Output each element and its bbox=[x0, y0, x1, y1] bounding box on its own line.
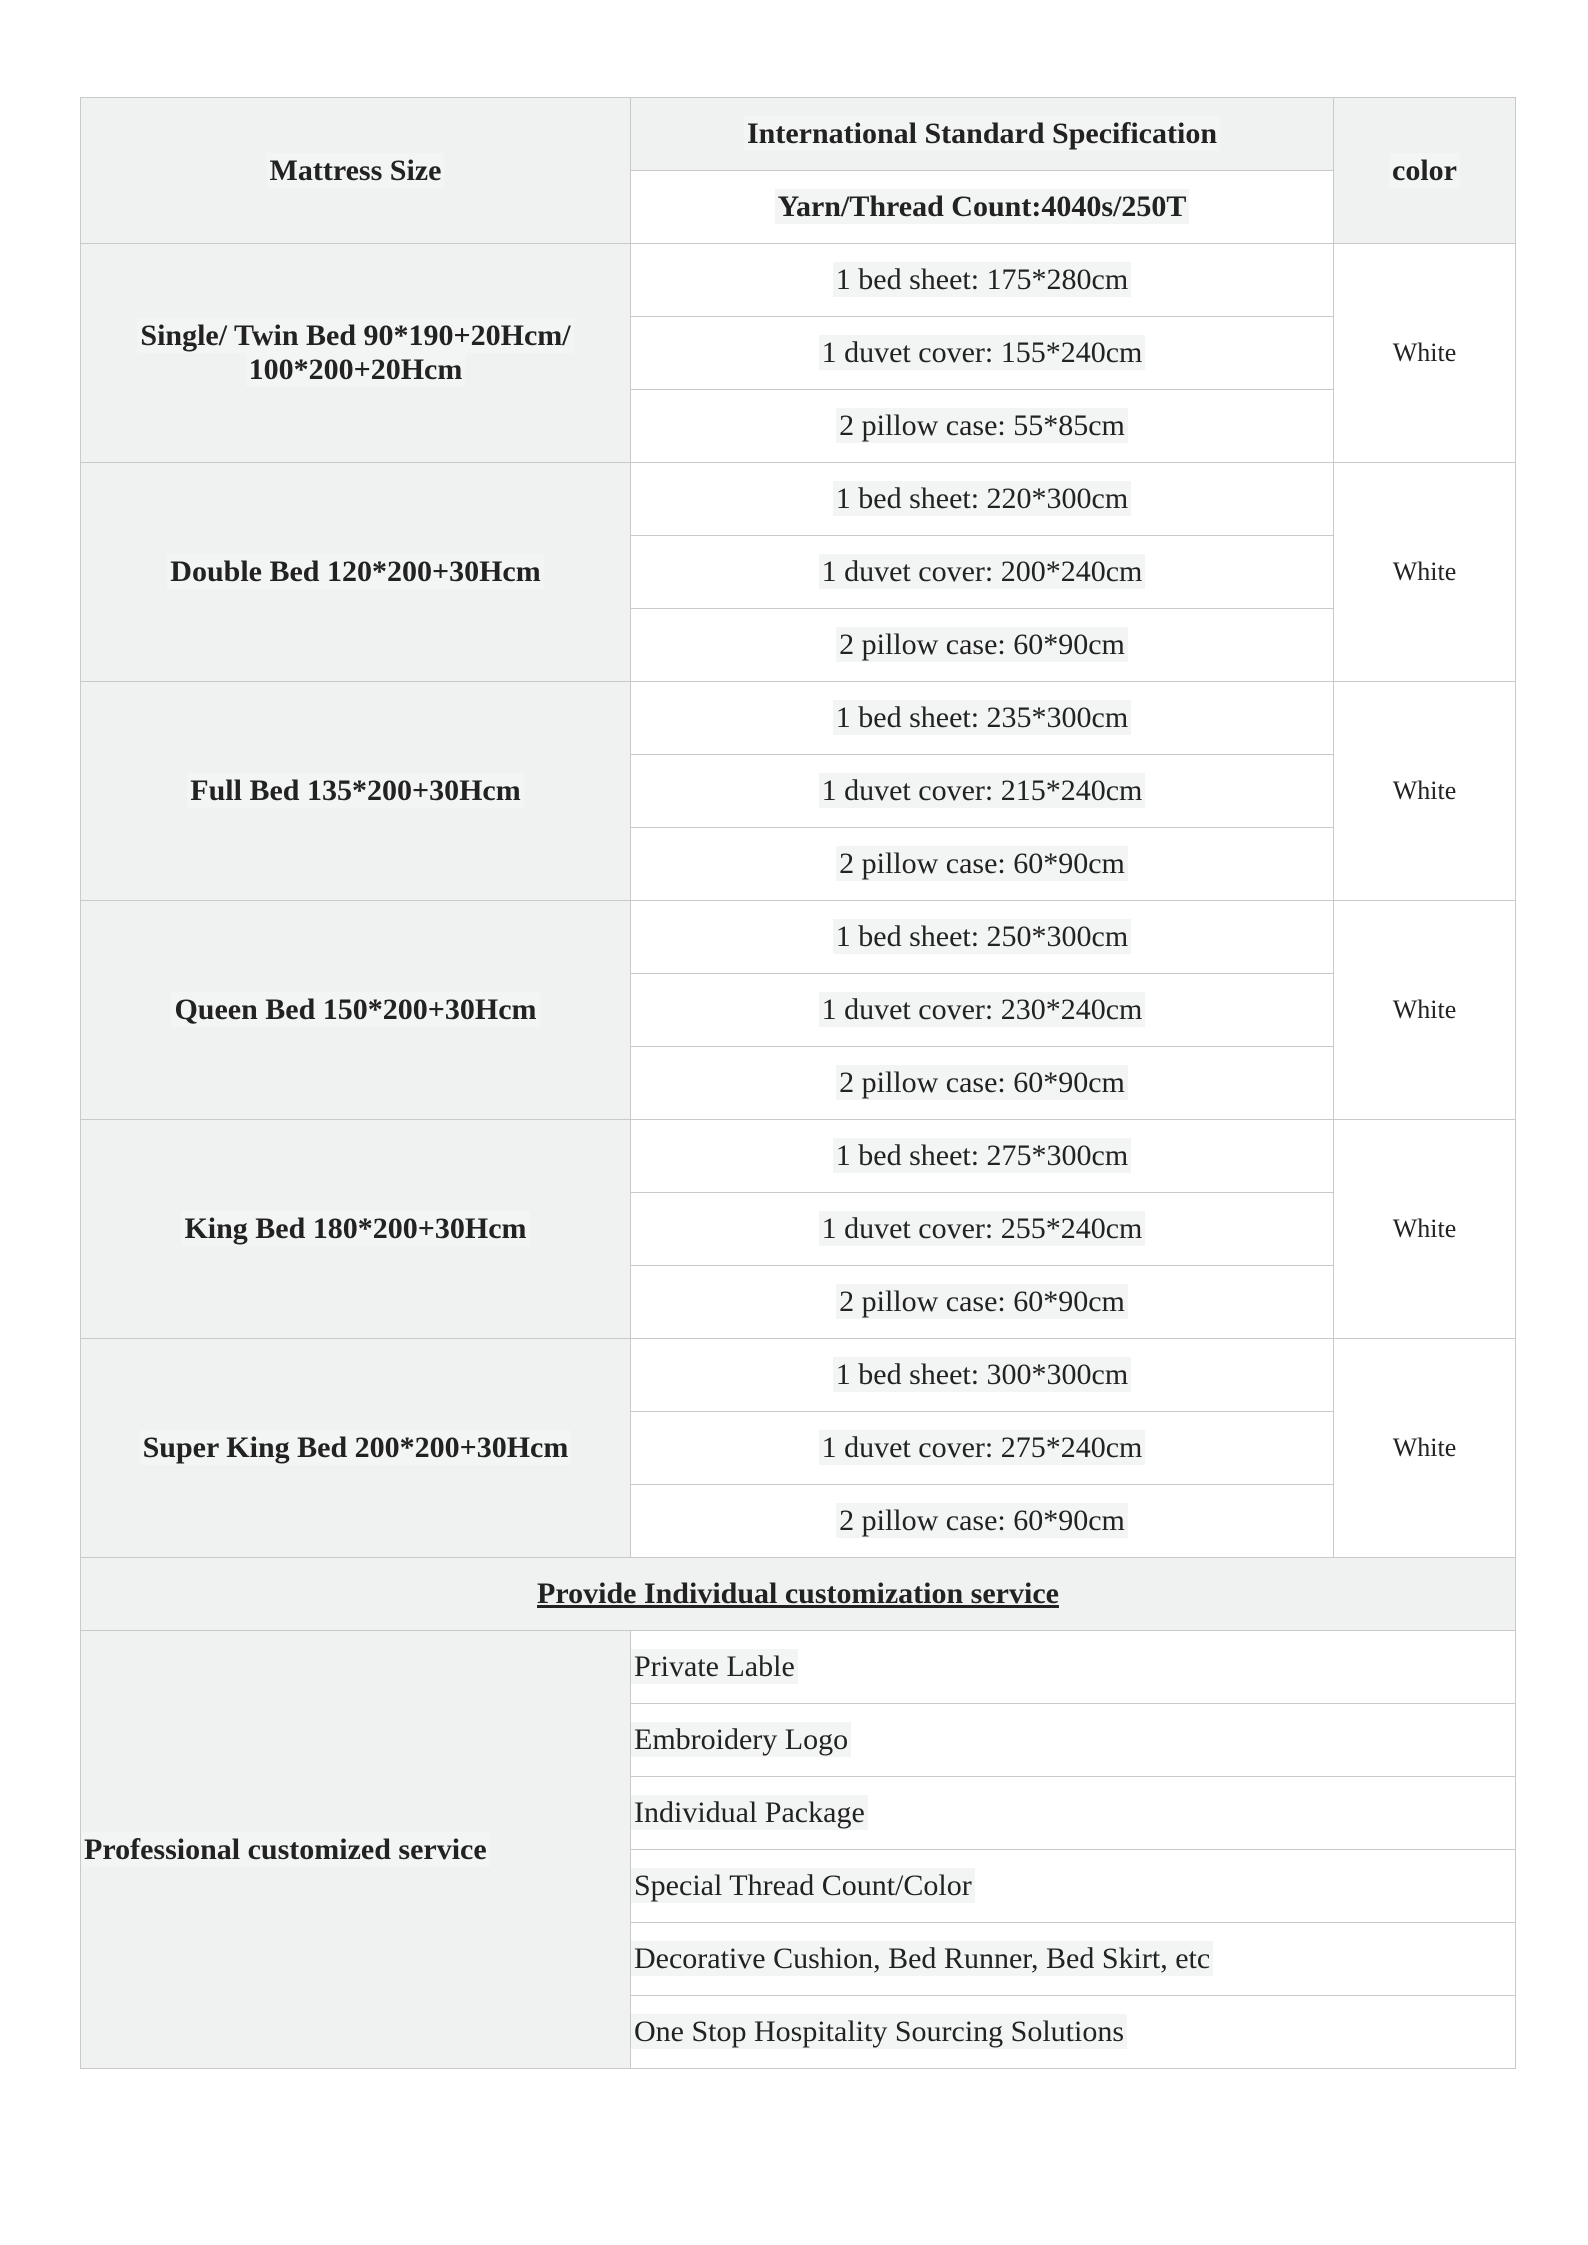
spec-item-text: 1 duvet cover: 230*240cm bbox=[819, 992, 1146, 1027]
bed-size-label: Super King Bed 200*200+30Hcm bbox=[140, 1430, 572, 1465]
bed-rows bbox=[81, 244, 1516, 1558]
service-item-text: Decorative Cushion, Bed Runner, Bed Skirt, etc bbox=[631, 1941, 1213, 1976]
service-item bbox=[631, 1923, 1516, 1996]
spec-item-text: 1 duvet cover: 200*240cm bbox=[819, 554, 1146, 589]
spec-item-text: 2 pillow case: 60*90cm bbox=[836, 627, 1128, 662]
service-item-text: Private Lable bbox=[631, 1649, 798, 1684]
color-header: color bbox=[1334, 98, 1516, 244]
spec-item-cell bbox=[631, 390, 1334, 463]
spec-item-cell bbox=[631, 609, 1334, 682]
spec-item-text: 1 duvet cover: 255*240cm bbox=[819, 1211, 1146, 1246]
spec-item-text: 1 duvet cover: 275*240cm bbox=[819, 1430, 1146, 1465]
bed-size-cell bbox=[81, 901, 631, 1120]
spec-item-text: 1 bed sheet: 275*300cm bbox=[833, 1138, 1131, 1173]
spec-item-cell bbox=[631, 1412, 1334, 1485]
spec-item-cell bbox=[631, 974, 1334, 1047]
spec-item-cell bbox=[631, 244, 1334, 317]
spec-item-cell bbox=[631, 463, 1334, 536]
bed-item-row bbox=[81, 463, 1516, 536]
spec-item-text: 2 pillow case: 60*90cm bbox=[836, 1503, 1128, 1538]
service-item-text: Special Thread Count/Color bbox=[631, 1868, 975, 1903]
bed-item-row bbox=[81, 1120, 1516, 1193]
spec-item-text: 1 bed sheet: 175*280cm bbox=[833, 262, 1131, 297]
color-cell: White bbox=[1334, 1120, 1516, 1339]
spec-item-cell bbox=[631, 1193, 1334, 1266]
spec-item-cell bbox=[631, 755, 1334, 828]
service-item-text: Individual Package bbox=[631, 1795, 868, 1830]
spec-item-text: 1 duvet cover: 155*240cm bbox=[819, 335, 1146, 370]
spec-item-cell bbox=[631, 828, 1334, 901]
thread-count-header: Yarn/Thread Count:4040s/250T bbox=[631, 171, 1334, 244]
service-item bbox=[631, 1631, 1516, 1704]
bed-size-label: Double Bed 120*200+30Hcm bbox=[167, 554, 543, 589]
service-item bbox=[631, 1850, 1516, 1923]
spec-item-text: 2 pillow case: 60*90cm bbox=[836, 1065, 1128, 1100]
spec-item-text: 2 pillow case: 60*90cm bbox=[836, 1284, 1128, 1319]
bed-size-label-line2: 100*200+20Hcm bbox=[246, 352, 466, 387]
bed-size-label: Single/ Twin Bed 90*190+20Hcm/ bbox=[137, 318, 573, 353]
bed-size-label: King Bed 180*200+30Hcm bbox=[181, 1211, 529, 1246]
color-cell: White bbox=[1334, 901, 1516, 1120]
bed-size-cell bbox=[81, 463, 631, 682]
customized-service-label bbox=[81, 1631, 631, 2069]
service-item-text: Embroidery Logo bbox=[631, 1722, 851, 1757]
spec-table bbox=[80, 97, 1516, 2069]
spec-item-cell bbox=[631, 682, 1334, 755]
spec-item-text: 1 bed sheet: 300*300cm bbox=[833, 1357, 1131, 1392]
spec-item-text: 1 duvet cover: 215*240cm bbox=[819, 773, 1146, 808]
color-cell: White bbox=[1334, 682, 1516, 901]
bed-item-row bbox=[81, 682, 1516, 755]
spec-item-text: 2 pillow case: 60*90cm bbox=[836, 846, 1128, 881]
customized-service-label-text: Professional customized service bbox=[81, 1832, 490, 1867]
bed-size-label: Full Bed 135*200+30Hcm bbox=[187, 773, 523, 808]
spec-item-cell bbox=[631, 1266, 1334, 1339]
bed-item-row bbox=[81, 901, 1516, 974]
spec-item-text: 1 bed sheet: 220*300cm bbox=[833, 481, 1131, 516]
bed-size-cell bbox=[81, 682, 631, 901]
spec-item-cell bbox=[631, 317, 1334, 390]
service-rows bbox=[81, 1631, 1516, 2069]
spec-item-text: 2 pillow case: 55*85cm bbox=[836, 408, 1128, 443]
spec-item-cell bbox=[631, 901, 1334, 974]
service-item bbox=[631, 1704, 1516, 1777]
service-item-text: One Stop Hospitality Sourcing Solutions bbox=[631, 2014, 1127, 2049]
bed-size-cell bbox=[81, 244, 631, 463]
bed-size-label: Queen Bed 150*200+30Hcm bbox=[171, 992, 539, 1027]
bed-item-row bbox=[81, 244, 1516, 317]
service-row bbox=[81, 1631, 1516, 1704]
mattress-size-header: Mattress Size bbox=[81, 98, 631, 244]
spec-item-text: 1 bed sheet: 250*300cm bbox=[833, 919, 1131, 954]
color-cell: White bbox=[1334, 463, 1516, 682]
customization-title: Provide Individual customization service bbox=[81, 1558, 1516, 1631]
bed-size-cell bbox=[81, 1120, 631, 1339]
spec-item-cell bbox=[631, 1047, 1334, 1120]
color-cell: White bbox=[1334, 1339, 1516, 1558]
bed-size-cell bbox=[81, 1339, 631, 1558]
spec-item-text: 1 bed sheet: 235*300cm bbox=[833, 700, 1131, 735]
bed-item-row bbox=[81, 1339, 1516, 1412]
spec-item-cell bbox=[631, 1485, 1334, 1558]
spec-item-cell bbox=[631, 536, 1334, 609]
color-cell: White bbox=[1334, 244, 1516, 463]
service-item bbox=[631, 1996, 1516, 2069]
service-item bbox=[631, 1777, 1516, 1850]
spec-title-header: International Standard Specification bbox=[631, 98, 1334, 171]
spec-item-cell bbox=[631, 1120, 1334, 1193]
spec-item-cell bbox=[631, 1339, 1334, 1412]
